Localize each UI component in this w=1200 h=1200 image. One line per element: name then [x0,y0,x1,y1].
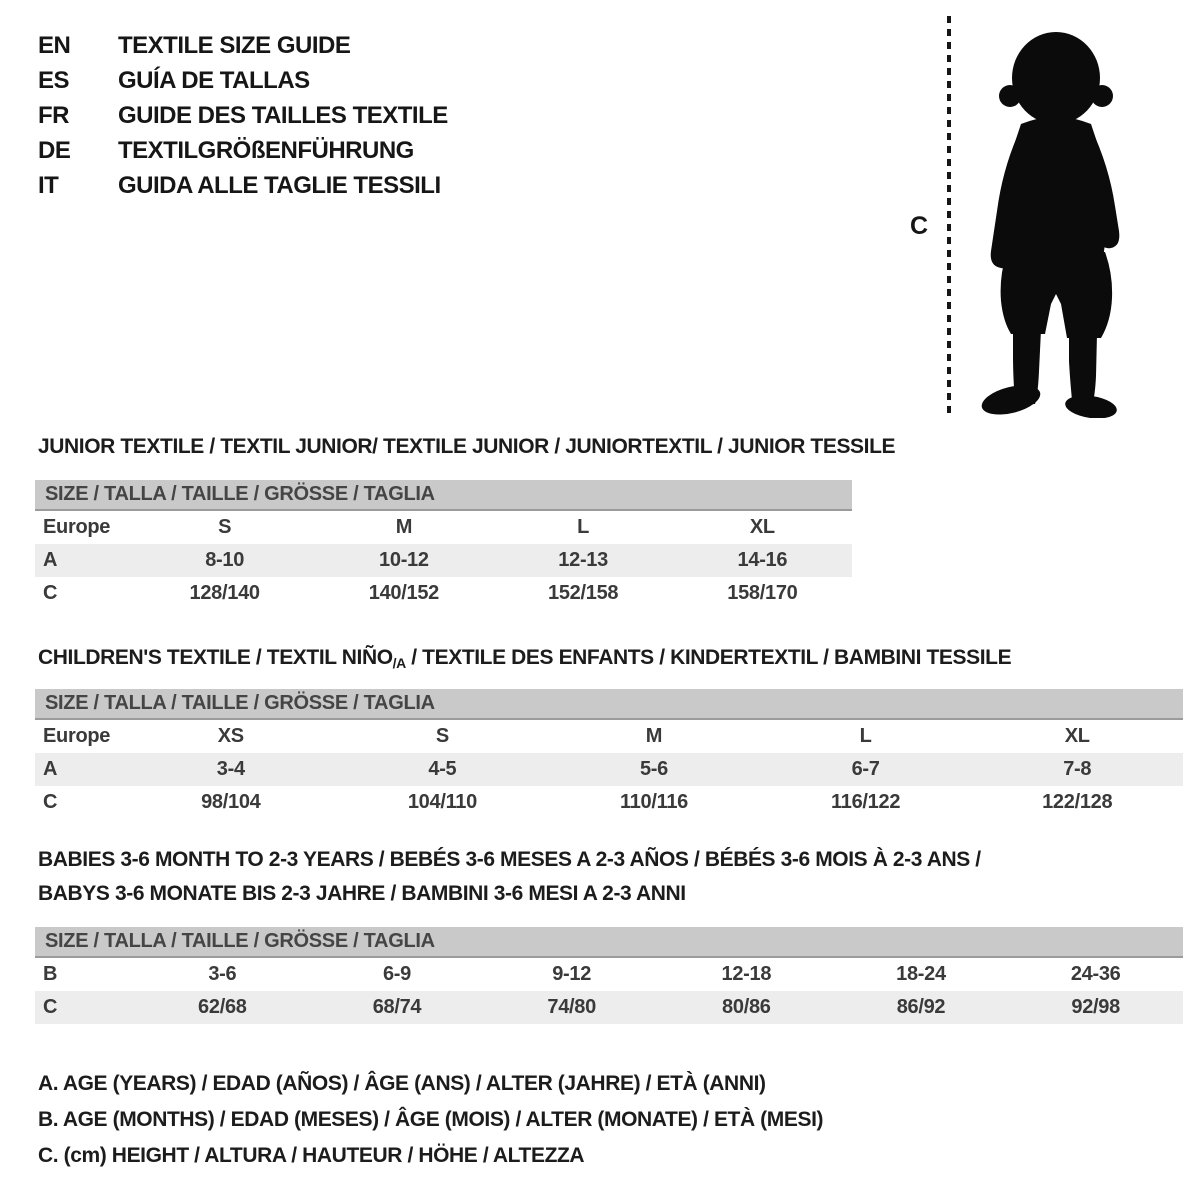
size-value-cell: 152/158 [548,582,619,604]
size-value-cell: 18-24 [896,963,946,985]
size-value-cell: 110/116 [619,791,688,813]
size-value-cell: S [435,725,449,747]
table-row [35,720,1183,753]
size-value-cell: 6-7 [851,758,880,780]
size-value-cell: 140/152 [368,582,439,604]
size-value-cell: 12-18 [721,963,772,985]
language-label: TEXTILE SIZE GUIDE [118,31,351,59]
size-value-cell: 80/86 [722,996,771,1018]
size-value-cell: 12-13 [558,549,608,571]
nino-a-subscript: /A [392,655,406,671]
size-value-cell: 9-12 [552,963,592,985]
table-row [35,577,852,610]
language-label: GUIDE DES TAILLES TEXTILE [118,101,448,129]
junior-section-title [38,430,895,464]
size-value-cell: 10-12 [379,549,429,571]
language-code: FR [38,101,69,129]
language-code: EN [38,31,71,59]
text-line: JUNIOR TEXTILE / TEXTIL JUNIOR/ TEXTILE JUNIOR / JUNIORTEXTIL / JUNIOR TESSILE [38,435,896,458]
language-label: TEXTILGRÖßENFÜHRUNG [118,136,414,164]
table-row [35,511,852,544]
language-code: DE [38,136,71,164]
size-value-cell: L [577,516,590,538]
children-size-table [35,689,1183,819]
language-row [38,133,448,168]
size-value-cell: 68/74 [372,996,422,1018]
size-value-cell: XL [749,516,775,538]
language-label: GUIDA ALLE TAGLIE TESSILI [118,171,441,199]
children-section-title [38,641,1011,680]
size-value-cell: 4-5 [428,758,457,780]
babies-size-header-bar: SIZE / TALLA / TAILLE / GRÖSSE / TAGLIA [35,927,1183,958]
legend [38,1066,823,1174]
size-value-cell: 3-6 [208,963,237,985]
babies-table-body [35,958,1183,1024]
size-value-cell: XL [1064,725,1090,747]
size-value-cell: M [645,725,663,747]
row-label-cell: B [43,963,58,985]
babies-section-title [38,843,981,911]
text-line: A. AGE (YEARS) / EDAD (AÑOS) / ÂGE (ANS) / ALTER (JAHRE) / ETÀ (ANNI) [38,1072,766,1095]
language-row [38,168,448,203]
size-value-cell: 122/128 [1042,791,1113,813]
size-value-cell: 128/140 [189,582,260,604]
height-label-c: C [910,212,929,240]
text-line: BABIES 3-6 MONTH TO 2-3 YEARS / BEBÉS 3-6 MESES A 2-3 AÑOS / BÉBÉS 3-6 MOIS À 2-3 ANS / [38,848,981,871]
size-value-cell: M [395,516,413,538]
row-label-cell: C [43,582,58,604]
language-row [38,98,448,133]
toddler-silhouette-icon [963,16,1148,418]
size-value-cell: 3-4 [216,758,245,780]
size-value-cell: 8-10 [205,549,245,571]
size-value-cell: 98/104 [201,791,261,813]
row-label-cell: Europe [43,516,111,538]
height-dashed-line [947,16,951,418]
text-line: CHILDREN'S TEXTILE / TEXTIL NIÑO/A / TEXTILE DES ENFANTS / KINDERTEXTIL / BAMBINI TESSILE [38,646,1012,671]
size-value-cell: 14-16 [737,549,788,571]
text-line: BABYS 3-6 MONATE BIS 2-3 JAHRE / BAMBINI 3-6 MESI A 2-3 ANNI [38,882,686,905]
table-row [35,786,1183,819]
row-label-cell: A [43,549,58,571]
text-line: B. AGE (MONTHS) / EDAD (MESES) / ÂGE (MOIS) / ALTER (MONATE) / ETÀ (MESI) [38,1108,824,1131]
row-label-cell: C [43,791,58,813]
size-value-cell: 74/80 [547,996,596,1018]
size-value-cell: 92/98 [1071,996,1120,1018]
language-row [38,63,448,98]
babies-size-table [35,927,1183,1024]
table-row [35,753,1183,786]
size-value-cell: L [859,725,872,747]
row-label-cell: C [43,996,58,1018]
row-label-cell: Europe [43,725,111,747]
text-line: C. (cm) HEIGHT / ALTURA / HAUTEUR / HÖHE / ALTEZZA [38,1144,585,1167]
size-value-cell: 158/170 [727,582,798,604]
junior-table-body [35,511,852,610]
size-value-cell: 24-36 [1070,963,1121,985]
language-code: IT [38,171,59,199]
table-row [35,991,1183,1024]
size-value-cell: 86/92 [896,996,946,1018]
size-value-cell: 7-8 [1063,758,1092,780]
children-size-header-bar: SIZE / TALLA / TAILLE / GRÖSSE / TAGLIA [35,689,1183,720]
row-label-cell: A [43,758,58,780]
language-label: GUÍA DE TALLAS [118,66,310,94]
language-list [38,28,448,203]
table-row [35,544,852,577]
children-table-body [35,720,1183,819]
table-row [35,958,1183,991]
size-value-cell: S [218,516,232,538]
junior-size-header-bar: SIZE / TALLA / TAILLE / GRÖSSE / TAGLIA [35,480,852,511]
language-code: ES [38,66,70,94]
size-value-cell: 62/68 [198,996,247,1018]
size-value-cell: 6-9 [382,963,411,985]
size-value-cell: 104/110 [407,791,477,813]
size-value-cell: 5-6 [639,758,668,780]
size-value-cell: XS [217,725,244,747]
size-value-cell: 116/122 [831,791,901,813]
junior-size-table [35,480,852,610]
language-row [38,28,448,63]
